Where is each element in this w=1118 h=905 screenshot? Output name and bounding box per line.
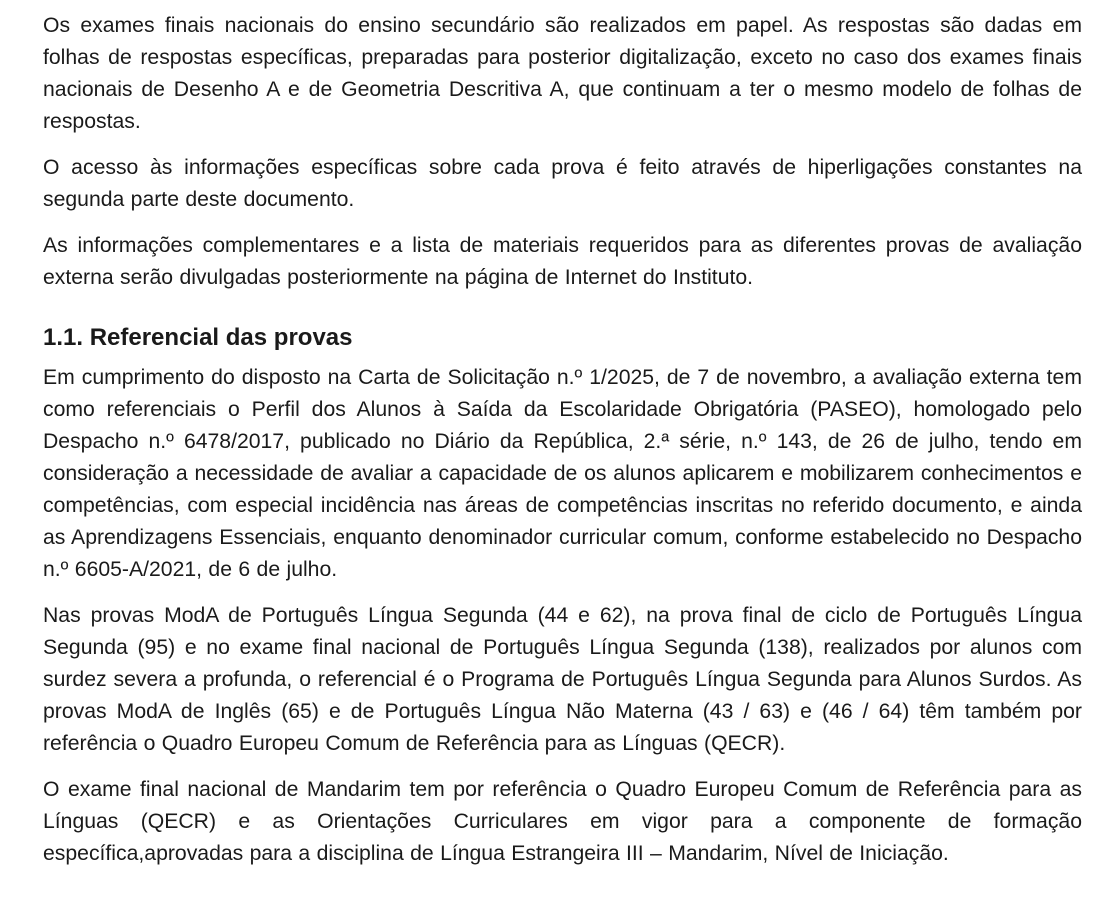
intro-paragraph-1: Os exames finais nacionais do ensino secundário são realizados em papel. As respostas são dadas em folhas de respostas específicas, preparadas para posterior digitalização, exceto no caso dos exames finais nacionais de Desenho A e de Geometria Descritiva A, que continuam a ter o mesmo modelo de folhas de respostas.	[43, 14, 1082, 133]
section-paragraph-1: Em cumprimento do disposto na Carta de Solicitação n.º 1/2025, de 7 de novembro, a avaliação externa tem como referenciais o Perfil dos Alunos à Saída da Escolaridade Obrigatória (PASEO), homologado pelo Despacho n.º 6478/2017, publicado no Diário da República, 2.ª série, n.º 143, de 26 de julho, tendo em consideração a necessidade de avaliar a capacidade de os alunos aplicarem e mobilizarem conhecimentos e competências, com especial incidência nas áreas de competências inscritas no referido documento, e ainda as Aprendizagens Essenciais, enquanto denominador curricular comum, conforme estabelecido no Despacho n.º 6605-A/2021, de 6 de julho.	[43, 366, 1082, 581]
section-heading: 1.1. Referencial das provas	[43, 324, 353, 351]
section-paragraph-2: Nas provas ModA de Português Língua Segunda (44 e 62), na prova final de ciclo de Português Língua Segunda (95) e no exame final nacional de Português Língua Segunda (138), realizados por alunos com surdez severa a profunda, o referencial é o Programa de Português Língua Segunda para Alunos Surdos. As provas ModA de Inglês (65) e de Português Língua Não Materna (43 / 63) e (46 / 64) têm também por referência o Quadro Europeu Comum de Referência para as Línguas (QECR).	[43, 604, 1082, 755]
intro-paragraph-2: O acesso às informações específicas sobre cada prova é feito através de hiperligações constantes na segunda parte deste documento.	[43, 156, 1082, 211]
section-paragraph-3: O exame final nacional de Mandarim tem por referência o Quadro Europeu Comum de Referência para as Línguas (QECR) e as Orientações Curriculares em vigor para a componente de formação específica,aprovadas para a disciplina de Língua Estrangeira III – Mandarim, Nível de Iniciação.	[43, 778, 1082, 865]
intro-paragraph-3: As informações complementares e a lista de materiais requeridos para as diferentes provas de avaliação externa serão divulgadas posteriormente na página de Internet do Instituto.	[43, 234, 1082, 289]
